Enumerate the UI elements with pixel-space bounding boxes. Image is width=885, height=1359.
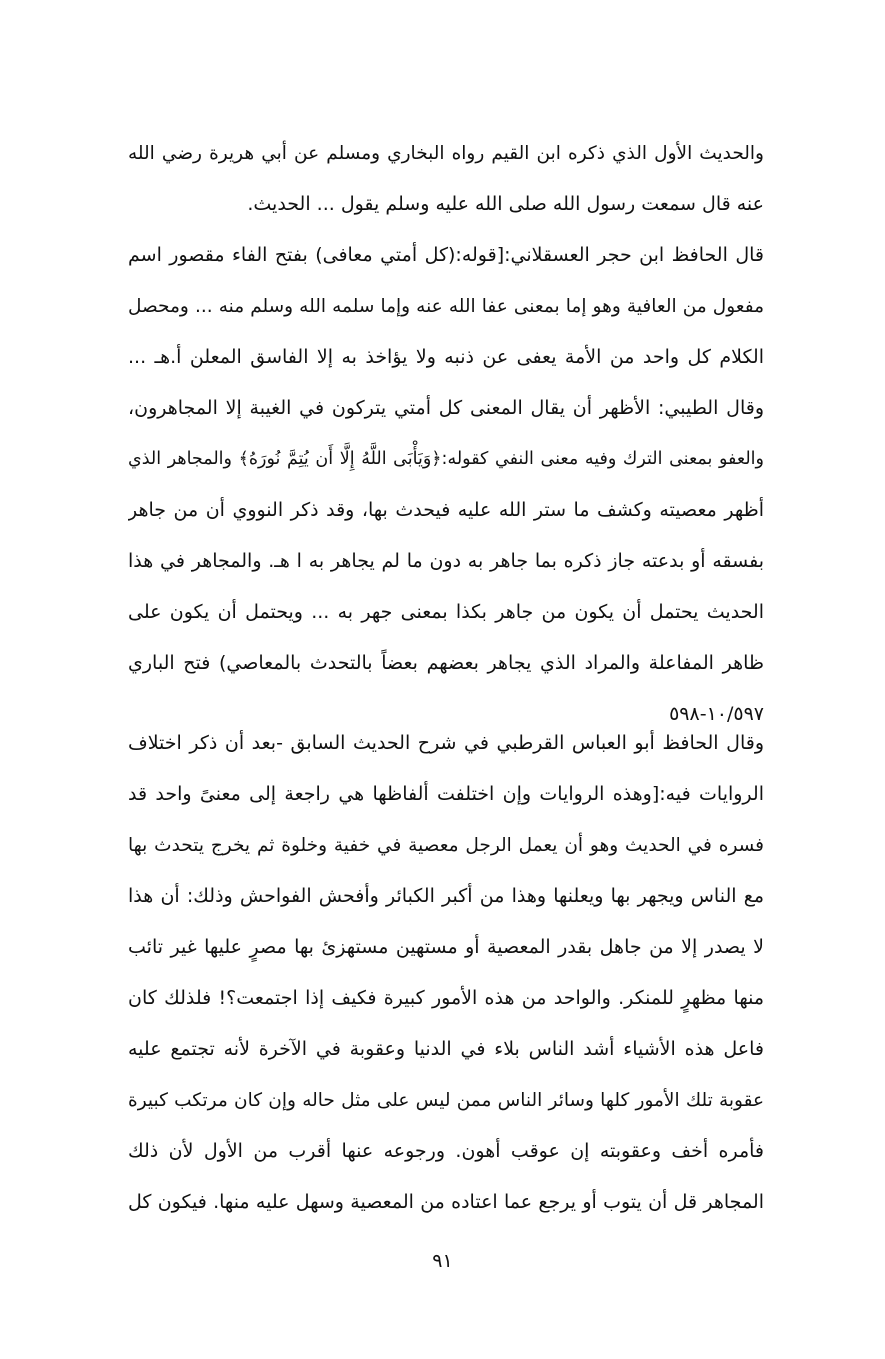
text-line: المجاهر قل أن يتوب أو يرجع عما اعتاده من المعصية وسهل عليه منها. فيكون كل <box>128 1191 764 1213</box>
page-number: ٩١ <box>432 1250 453 1272</box>
text-line: والعفو بمعنى الترك وفيه معنى النفي كقوله:﴿وَيَأْبَى اللَّهُ إِلَّا أَن يُتِمَّ نُورَهُ﴾ والمجاهر الذي <box>128 449 764 469</box>
text-line: فأمره أخف وعقوبته إن عوقب أهون. ورجوعه عنها أقرب من الأول لأن ذلك <box>128 1140 764 1162</box>
text-line: الروايات فيه:[وهذه الروايات وإن اختلفت ألفاظها هي راجعة إلى معنىً واحد قد <box>128 783 764 805</box>
reference-citation: ١٠/٥٩٧-٥٩٨ <box>669 703 764 725</box>
text-line: وقال الحافظ أبو العباس القرطبي في شرح الحديث السابق -بعد أن ذكر اختلاف <box>128 732 764 754</box>
text-line: عقوبة تلك الأمور كلها وسائر الناس ممن ليس على مثل حاله وإن كان مرتكب كبيرة <box>128 1090 764 1111</box>
paragraph-qurtubi <box>128 718 764 1228</box>
text-line: لا يصدر إلا من جاهل بقدر المعصية أو مستهين مستهزئ بها مصرٍ عليها غير تائب <box>128 936 764 958</box>
text-line: قال الحافظ ابن حجر العسقلاني:[قوله:(كل أمتي معافى) بفتح الفاء مقصور اسم <box>128 244 764 266</box>
text-line: الحديث يحتمل أن يكون من جاهر بكذا بمعنى جهر به ... ويحتمل أن يكون على <box>128 601 764 623</box>
text-line: منها مظهرٍ للمنكر. والواحد من هذه الأمور كبيرة فكيف إذا اجتمعت؟! فلذلك كان <box>128 987 764 1009</box>
text-line: عنه قال سمعت رسول الله صلى الله عليه وسلم يقول ... الحديث. <box>247 193 764 215</box>
paragraph-ibn-hajar <box>128 230 764 740</box>
text-line: وقال الطيبي: الأظهر أن يقال المعنى كل أمتي يتركون في الغيبة إلا المجاهرون، <box>128 397 764 419</box>
text-line: مع الناس ويجهر بها ويعلنها وهذا من أكبر الكبائر وأفحش الفواحش وذلك: أن هذا <box>128 885 764 907</box>
text-line: فاعل هذه الأشياء أشد الناس بلاء في الدنيا وعقوبة في الآخرة لأنه تجتمع عليه <box>128 1038 764 1060</box>
text-line: الكلام كل واحد من الأمة يعفى عن ذنبه ولا يؤاخذ به إلا الفاسق المعلن أ.هـ ... <box>128 346 764 368</box>
text-line: فسره في الحديث وهو أن يعمل الرجل معصية في خفية وخلوة ثم يخرج يتحدث بها <box>128 835 764 856</box>
paragraph-hadith-intro <box>128 128 764 230</box>
text-line: ظاهر المفاعلة والمراد الذي يجاهر بعضهم بعضاً بالتحدث بالمعاصي) فتح الباري <box>128 652 764 674</box>
text-line: مفعول من العافية وهو إما بمعنى عفا الله عنه وإما سلمه الله وسلم منه ... ومحصل <box>128 296 764 317</box>
text-line: والحديث الأول الذي ذكره ابن القيم رواه البخاري ومسلم عن أبي هريرة رضي الله <box>128 143 764 164</box>
text-line: بفسقه أو بدعته جاز ذكره بما جاهر به دون ما لم يجاهر به ا هـ. والمجاهر في هذا <box>128 550 764 572</box>
text-line: أظهر معصيته وكشف ما ستر الله عليه فيحدث بها، وقد ذكر النووي أن من جاهر <box>128 499 764 521</box>
